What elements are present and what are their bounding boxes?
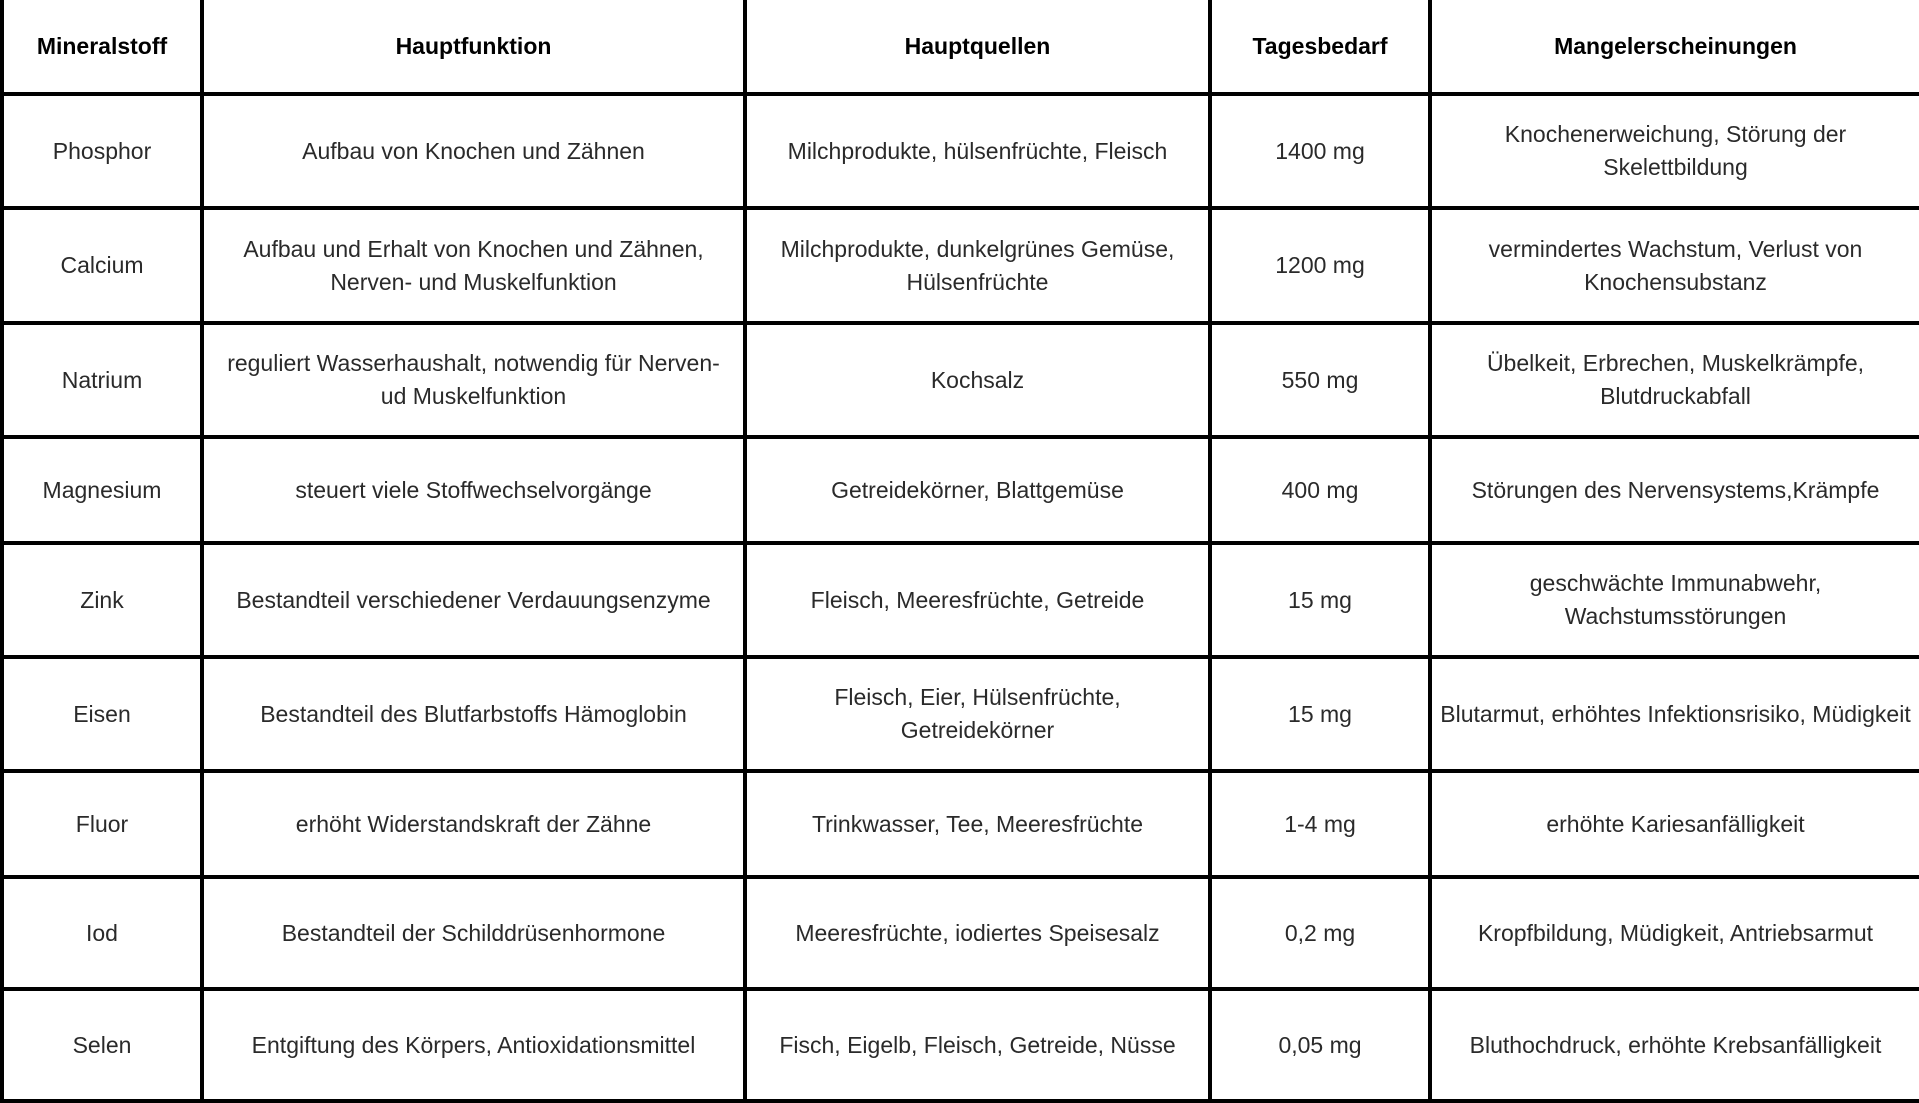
cell-daily-requirement: 0,2 mg: [1210, 877, 1430, 989]
cell-sources: Milchprodukte, hülsenfrüchte, Fleisch: [745, 94, 1210, 208]
table-row: [2, 437, 1919, 543]
cell-sources: Meeresfrüchte, iodiertes Speisesalz: [745, 877, 1210, 989]
cell-deficiency: Blutarmut, erhöhtes Infektionsrisiko, Müdigkeit: [1430, 657, 1919, 771]
header-daily-requirement: Tagesbedarf: [1210, 0, 1430, 94]
cell-deficiency: Bluthochdruck, erhöhte Krebsanfälligkeit: [1430, 989, 1919, 1101]
cell-sources: Milchprodukte, dunkelgrünes Gemüse, Hülsenfrüchte: [745, 208, 1210, 323]
cell-mineral: Magnesium: [2, 437, 202, 543]
cell-sources: Trinkwasser, Tee, Meeresfrüchte: [745, 771, 1210, 877]
header-sources: Hauptquellen: [745, 0, 1210, 94]
cell-deficiency: erhöhte Kariesanfälligkeit: [1430, 771, 1919, 877]
table-row: [2, 989, 1919, 1101]
table-row: [2, 543, 1919, 657]
cell-function: steuert viele Stoffwechselvorgänge: [202, 437, 745, 543]
cell-mineral: Calcium: [2, 208, 202, 323]
cell-mineral: Phosphor: [2, 94, 202, 208]
cell-daily-requirement: 400 mg: [1210, 437, 1430, 543]
table-row: [2, 323, 1919, 437]
cell-sources: Fleisch, Eier, Hülsenfrüchte, Getreidekörner: [745, 657, 1210, 771]
cell-deficiency: vermindertes Wachstum, Verlust von Knochensubstanz: [1430, 208, 1919, 323]
header-function: Hauptfunktion: [202, 0, 745, 94]
cell-function: Bestandteil des Blutfarbstoffs Hämoglobin: [202, 657, 745, 771]
table-row: [2, 94, 1919, 208]
table-row: [2, 657, 1919, 771]
cell-function: Aufbau und Erhalt von Knochen und Zähnen, Nerven- und Muskelfunktion: [202, 208, 745, 323]
cell-function: Aufbau von Knochen und Zähnen: [202, 94, 745, 208]
cell-deficiency: geschwächte Immunabwehr, Wachstumsstörungen: [1430, 543, 1919, 657]
cell-daily-requirement: 1400 mg: [1210, 94, 1430, 208]
cell-mineral: Zink: [2, 543, 202, 657]
cell-mineral: Selen: [2, 989, 202, 1101]
cell-function: Entgiftung des Körpers, Antioxidationsmittel: [202, 989, 745, 1101]
cell-sources: Getreidekörner, Blattgemüse: [745, 437, 1210, 543]
cell-function: Bestandteil der Schilddrüsenhormone: [202, 877, 745, 989]
table-row: [2, 771, 1919, 877]
cell-deficiency: Knochenerweichung, Störung der Skelettbildung: [1430, 94, 1919, 208]
cell-deficiency: Störungen des Nervensystems,Krämpfe: [1430, 437, 1919, 543]
cell-daily-requirement: 0,05 mg: [1210, 989, 1430, 1101]
cell-daily-requirement: 1200 mg: [1210, 208, 1430, 323]
cell-mineral: Iod: [2, 877, 202, 989]
cell-daily-requirement: 15 mg: [1210, 543, 1430, 657]
cell-mineral: Natrium: [2, 323, 202, 437]
cell-sources: Kochsalz: [745, 323, 1210, 437]
cell-mineral: Fluor: [2, 771, 202, 877]
cell-function: reguliert Wasserhaushalt, notwendig für Nerven- ud Muskelfunktion: [202, 323, 745, 437]
cell-sources: Fisch, Eigelb, Fleisch, Getreide, Nüsse: [745, 989, 1210, 1101]
table-row: [2, 877, 1919, 989]
cell-deficiency: Kropfbildung, Müdigkeit, Antriebsarmut: [1430, 877, 1919, 989]
cell-sources: Fleisch, Meeresfrüchte, Getreide: [745, 543, 1210, 657]
cell-daily-requirement: 1-4 mg: [1210, 771, 1430, 877]
cell-deficiency: Übelkeit, Erbrechen, Muskelkrämpfe, Blutdruckabfall: [1430, 323, 1919, 437]
header-row: [2, 0, 1919, 94]
cell-daily-requirement: 550 mg: [1210, 323, 1430, 437]
cell-daily-requirement: 15 mg: [1210, 657, 1430, 771]
header-deficiency: Mangelerscheinungen: [1430, 0, 1919, 94]
cell-function: Bestandteil verschiedener Verdauungsenzyme: [202, 543, 745, 657]
header-mineral: Mineralstoff: [2, 0, 202, 94]
cell-function: erhöht Widerstandskraft der Zähne: [202, 771, 745, 877]
cell-mineral: Eisen: [2, 657, 202, 771]
table-row: [2, 208, 1919, 323]
